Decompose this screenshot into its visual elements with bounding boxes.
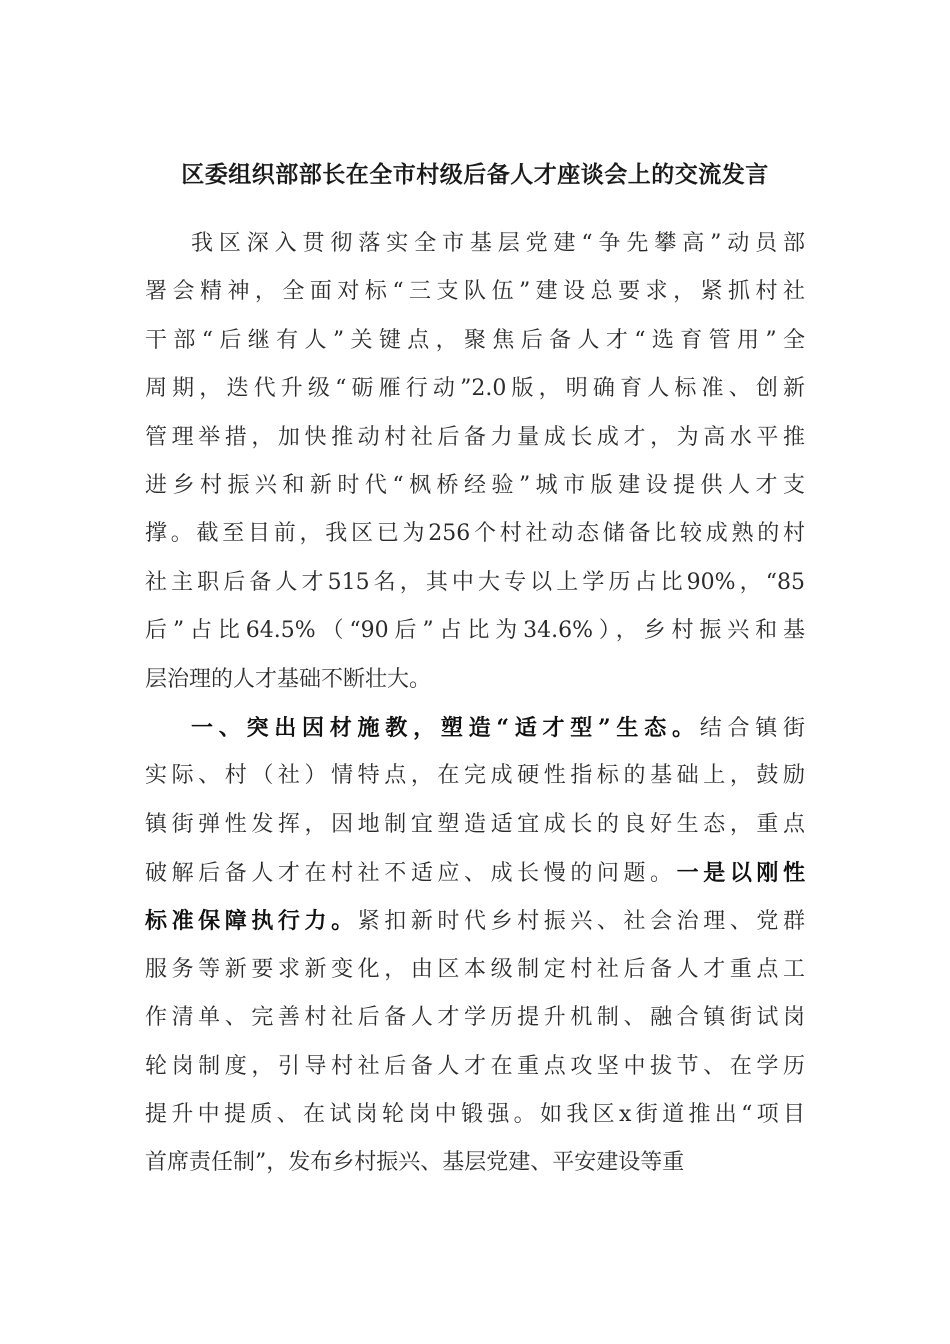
- text-line: [145, 1043, 805, 1091]
- text-run: 破解后备人才在村社不适应、成长慢的问题。: [145, 861, 677, 887]
- text-run: 层治理的人才基础不断壮大。: [145, 666, 432, 692]
- text-run: 作清单、完善村社后备人才学历提升机制、融合镇街试岗: [145, 1005, 805, 1031]
- text-line: [145, 462, 805, 510]
- text-line: [145, 946, 805, 994]
- text-line: [145, 268, 805, 316]
- text-line: [145, 656, 805, 704]
- text-line: [145, 365, 805, 413]
- document-title: 区委组织部部长在全市村级后备人才座谈会上的交流发言: [181, 161, 769, 188]
- paragraph: [145, 704, 805, 1188]
- text-line: [145, 220, 805, 268]
- text-line: [145, 849, 805, 897]
- text-line: [145, 1139, 805, 1187]
- text-run: 首席责任制”，发布乡村振兴、基层党建、平安建设等重: [145, 1150, 685, 1176]
- text-run: 结合镇街: [699, 715, 805, 741]
- text-run: 镇街弹性发挥，因地制宜塑造适宜成长的良好生态，重点: [145, 811, 805, 837]
- text-run: 提升中提质、在试岗轮岗中锻强。如我区x街道推出“项目: [145, 1102, 805, 1128]
- bold-text: 标准保障执行力。: [145, 908, 358, 935]
- text-run: 轮岗制度，引导村社后备人才在重点攻坚中拔节、在学历: [145, 1053, 805, 1079]
- text-run: 我区深入贯彻落实全市基层党建“争先攀高”动员部: [191, 231, 805, 256]
- document-body: [145, 220, 805, 1188]
- text-run: 管理举措，加快推动村社后备力量成长成才，为高水平推: [145, 424, 805, 450]
- bold-text: 一、突出因材施教，塑造“适才型”生态。: [191, 714, 700, 741]
- text-line: [145, 752, 805, 800]
- text-line: [145, 559, 805, 607]
- text-run: 署会精神，全面对标“三支队伍”建设总要求，紧抓村社: [145, 279, 805, 305]
- bold-text: 一是以刚性: [676, 860, 805, 887]
- text-run: 紧扣新时代乡村振兴、社会治理、党群: [357, 909, 805, 935]
- text-run: 周期，迭代升级“砺雁行动”2.0版，明确育人标准、创新: [145, 376, 805, 402]
- text-line: [145, 897, 805, 945]
- text-line: [145, 510, 805, 558]
- text-line: [145, 414, 805, 462]
- text-line: [145, 607, 805, 655]
- text-run: 撑。截至目前，我区已为256个村社动态储备比较成熟的村: [145, 521, 805, 547]
- text-run: 进乡村振兴和新时代“枫桥经验”城市版建设提供人才支: [145, 472, 805, 498]
- text-run: 服务等新要求新变化，由区本级制定村社后备人才重点工: [145, 956, 805, 982]
- text-line: [145, 994, 805, 1042]
- text-run: 干部“后继有人”关键点，聚焦后备人才“选育管用”全: [145, 327, 805, 353]
- text-line: [145, 704, 805, 752]
- paragraph: [145, 220, 805, 704]
- text-line: [145, 317, 805, 365]
- text-line: [145, 1091, 805, 1139]
- text-run: 后”占比64.5%（“90后”占比为34.6%），乡村振兴和基: [145, 618, 805, 644]
- text-run: 实际、村（社）情特点，在完成硬性指标的基础上，鼓励: [145, 763, 805, 789]
- text-line: [145, 801, 805, 849]
- text-run: 社主职后备人才515名，其中大专以上学历占比90%，“85: [145, 569, 805, 595]
